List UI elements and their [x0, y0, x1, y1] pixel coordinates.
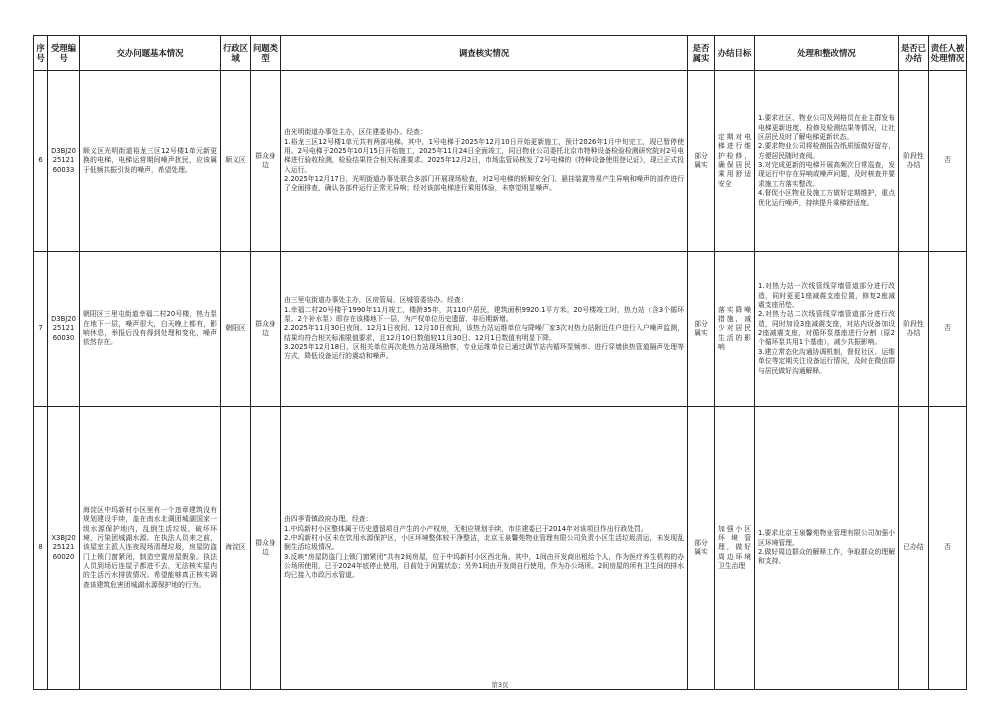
cell-done: 已办结	[899, 407, 929, 690]
cell-done: 阶段性办结	[899, 252, 929, 407]
header-done: 是否已办结	[899, 36, 929, 71]
cell-investigation: 由四季青镇政府办理。经查： 1.中坞新村小区整体属于历史遗留项目产生的小产权房，无相应规划手续，市住建委已于2014年对该项目作出行政处罚。 2.中坞新村小区未在饮用水源保护区，小区环境整体较干净整洁，北京玉泉馨苑物业管理有限公司负责小区生活垃圾清运，未发现乱倒生活垃圾情况。 3.反映“房屋防盗门上锁门窗紧闭”共有2间房屋，位于中坞新村小区西北角。其中，1间由开发商出租给个人，作为医疗养生机构的办公场所使用，已于2024年底停止使用，目前处于闲置状态；另外1间由开发商自行使用，作为办公场所。2间房屋的所有卫生间的排水均已接入市政污水管道。	[281, 407, 688, 690]
page-number: 第3页	[491, 681, 509, 689]
cell-rectification: 1.对热力站一次线管线穿墙管道部分进行改造，同时更更1座减震支座位置，修复2座减震支座吊垫。 2.对热力站二次线管线穿墙管道部分进行改造，同时加设3座减震支座，对站内设备加设2座减震支座，对循环泵基座进行分割（原2个循环泵共用1个基座），减少共振影响。 3.建立常态化沟通协调机制，督促社区、运维单位等定期关注设备运行情况，及时在微信群与居民做好沟通解释。	[755, 252, 899, 407]
header-code: 受理编号	[48, 36, 80, 71]
cell-type: 群众身边	[251, 71, 281, 252]
header-type: 问题类型	[251, 36, 281, 71]
header-investigation: 调查核实情况	[281, 36, 688, 71]
cell-seq: 6	[34, 71, 48, 252]
header-seq: 序号	[34, 36, 48, 71]
header-verified: 是否属实	[688, 36, 715, 71]
cell-done: 阶段性办结	[899, 71, 929, 252]
table-row	[34, 71, 967, 252]
cell-accountable: 否	[929, 71, 967, 252]
table-row	[34, 252, 967, 407]
header-issue: 交办问题基本情况	[80, 36, 221, 71]
header-row	[34, 36, 967, 71]
cell-issue: 顺义区光明街道裕龙三区12号楼1单元新更换的电梯，电梯运营期间噪声扰民，应该属于低频共振引发的噪声，希望处理。	[80, 71, 221, 252]
cell-accountable: 否	[929, 407, 967, 690]
cell-investigation: 由三里屯街道办事处主办，区房管局、区城管委协办。经查： 1.幸福二村20号楼于1990年11月竣工，楼龄35年，共110户居民，建筑面积9920.1平方米。20号楼竣工时，热力站（含3个循环泵、2个补水泵）即存在该楼地下一层，为产权单位历史遗留、非后期新增。 2.2025年11月30日夜间、12月1日夜间、12月10日夜间，该热力站运维单位与降噪厂家3次对热力站附近住户进行入户噪声监测，结果均符合相关标准限值要求，且12月10日数值较11月30日、12月1日数值有明显下降。 3.2025年12月18日，区相关单位再次赴热力站现场勘察，专业运维单位已通过调节站内循环泵频率、进行穿墙供热管道隔声处理等方式，降低设备运行的震动和噪声。	[281, 252, 688, 407]
cell-type: 群众身边	[251, 407, 281, 690]
cell-rectification: 1.要求社区、物业公司及网格员在业主群发布电梯更新进度、检修及检测结果等情况，让社区居民及时了解电梯更新状态。 2.要求物业公司将检测报告纸质版做好留存，方便居民随时查阅。 3.对完成更新的电梯开展高频次日常巡查，发现运行中存在异响或噪声问题，及时核查并要求施工方落实整改。 4.督促小区物业及施工方做好定期维护，重点优化运行噪声，持续提升乘梯舒适度。	[755, 71, 899, 252]
cell-district: 朝阳区	[221, 252, 251, 407]
header-goal: 办结目标	[715, 36, 755, 71]
case-table	[33, 35, 967, 690]
cell-seq: 7	[34, 252, 48, 407]
cell-issue: 海淀区中坞新村小区里有一个违章建筑没有规划建设手续，盖在南水北调团城湖国家一级水源保护地内，乱倒生活垃圾，破坏环境，污染团城湖水源。在执法人员来之前，该屋室主派人连夜现场清理垃圾，房屋防盗门上锁门窗紧闭，制造空置房屋假象。执法人员到场后连屋子都进不去，无法核实屋内的生活污水排放情况。希望能够真正核实调查该建筑危害团城湖水源保护地的行为。	[80, 407, 221, 690]
cell-goal: 落实降噪措施，减少对居民生活的影响	[715, 252, 755, 407]
cell-district: 顺义区	[221, 71, 251, 252]
header-rectification: 处理和整改情况	[755, 36, 899, 71]
cell-rectification: 1.要求北京玉泉馨苑物业管理有限公司加强小区环境管理。 2.做好周边群众的解释工作，争取群众的理解和支持。	[755, 407, 899, 690]
cell-verified: 部分属实	[688, 407, 715, 690]
cell-goal: 加强小区环境管理，做好周边环境卫生治理	[715, 407, 755, 690]
cell-goal: 定期对电梯进行维护检修，确保居民乘用舒适安全	[715, 71, 755, 252]
cell-type: 群众身边	[251, 252, 281, 407]
table-row	[34, 407, 967, 690]
cell-seq: 8	[34, 407, 48, 690]
header-district: 行政区域	[221, 36, 251, 71]
cell-issue: 朝阳区三里屯街道幸福二村20号楼，热力泵在地下一层，噪声很大，白天晚上都有，影响休息，举报后没有得到处理和变化，噪声依然存在。	[80, 252, 221, 407]
cell-code: D3BJ202512160030	[48, 252, 80, 407]
cell-code: D3BJ202512160033	[48, 71, 80, 252]
header-accountable: 责任人被处理情况	[929, 36, 967, 71]
cell-verified: 部分属实	[688, 252, 715, 407]
cell-code: X3BJ202512160020	[48, 407, 80, 690]
cell-accountable: 否	[929, 252, 967, 407]
cell-district: 海淀区	[221, 407, 251, 690]
cell-verified: 部分属实	[688, 71, 715, 252]
cell-investigation: 由光明街道办事处主办，区住建委协办。经查： 1.裕龙三区12号楼1单元共有两部电梯。其中，1号电梯于2025年12月10日开始更新施工，预计2026年1月中旬完工，现已暂停使用。2号电梯于2025年10月15日开始施工，2025年11月24日全面竣工，同日物业公司委托北京市特种设备检验检测研究院对2号电梯进行验收检测，检验结果符合相关标准要求。2025年12月2日，市场监管局核发了2号电梯的《特种设备使用登记证》，现已正式投入运行。 2.2025年12月17日，光明街道办事处联合多部门开展现场检查，对2号电梯的轿厢安全门、悬挂装置等易产生异响和噪声的部件进行了全面排查，确认各部件运行正常无异响；经对该部电梯进行乘用体验，未察觉明显噪声。	[281, 71, 688, 252]
